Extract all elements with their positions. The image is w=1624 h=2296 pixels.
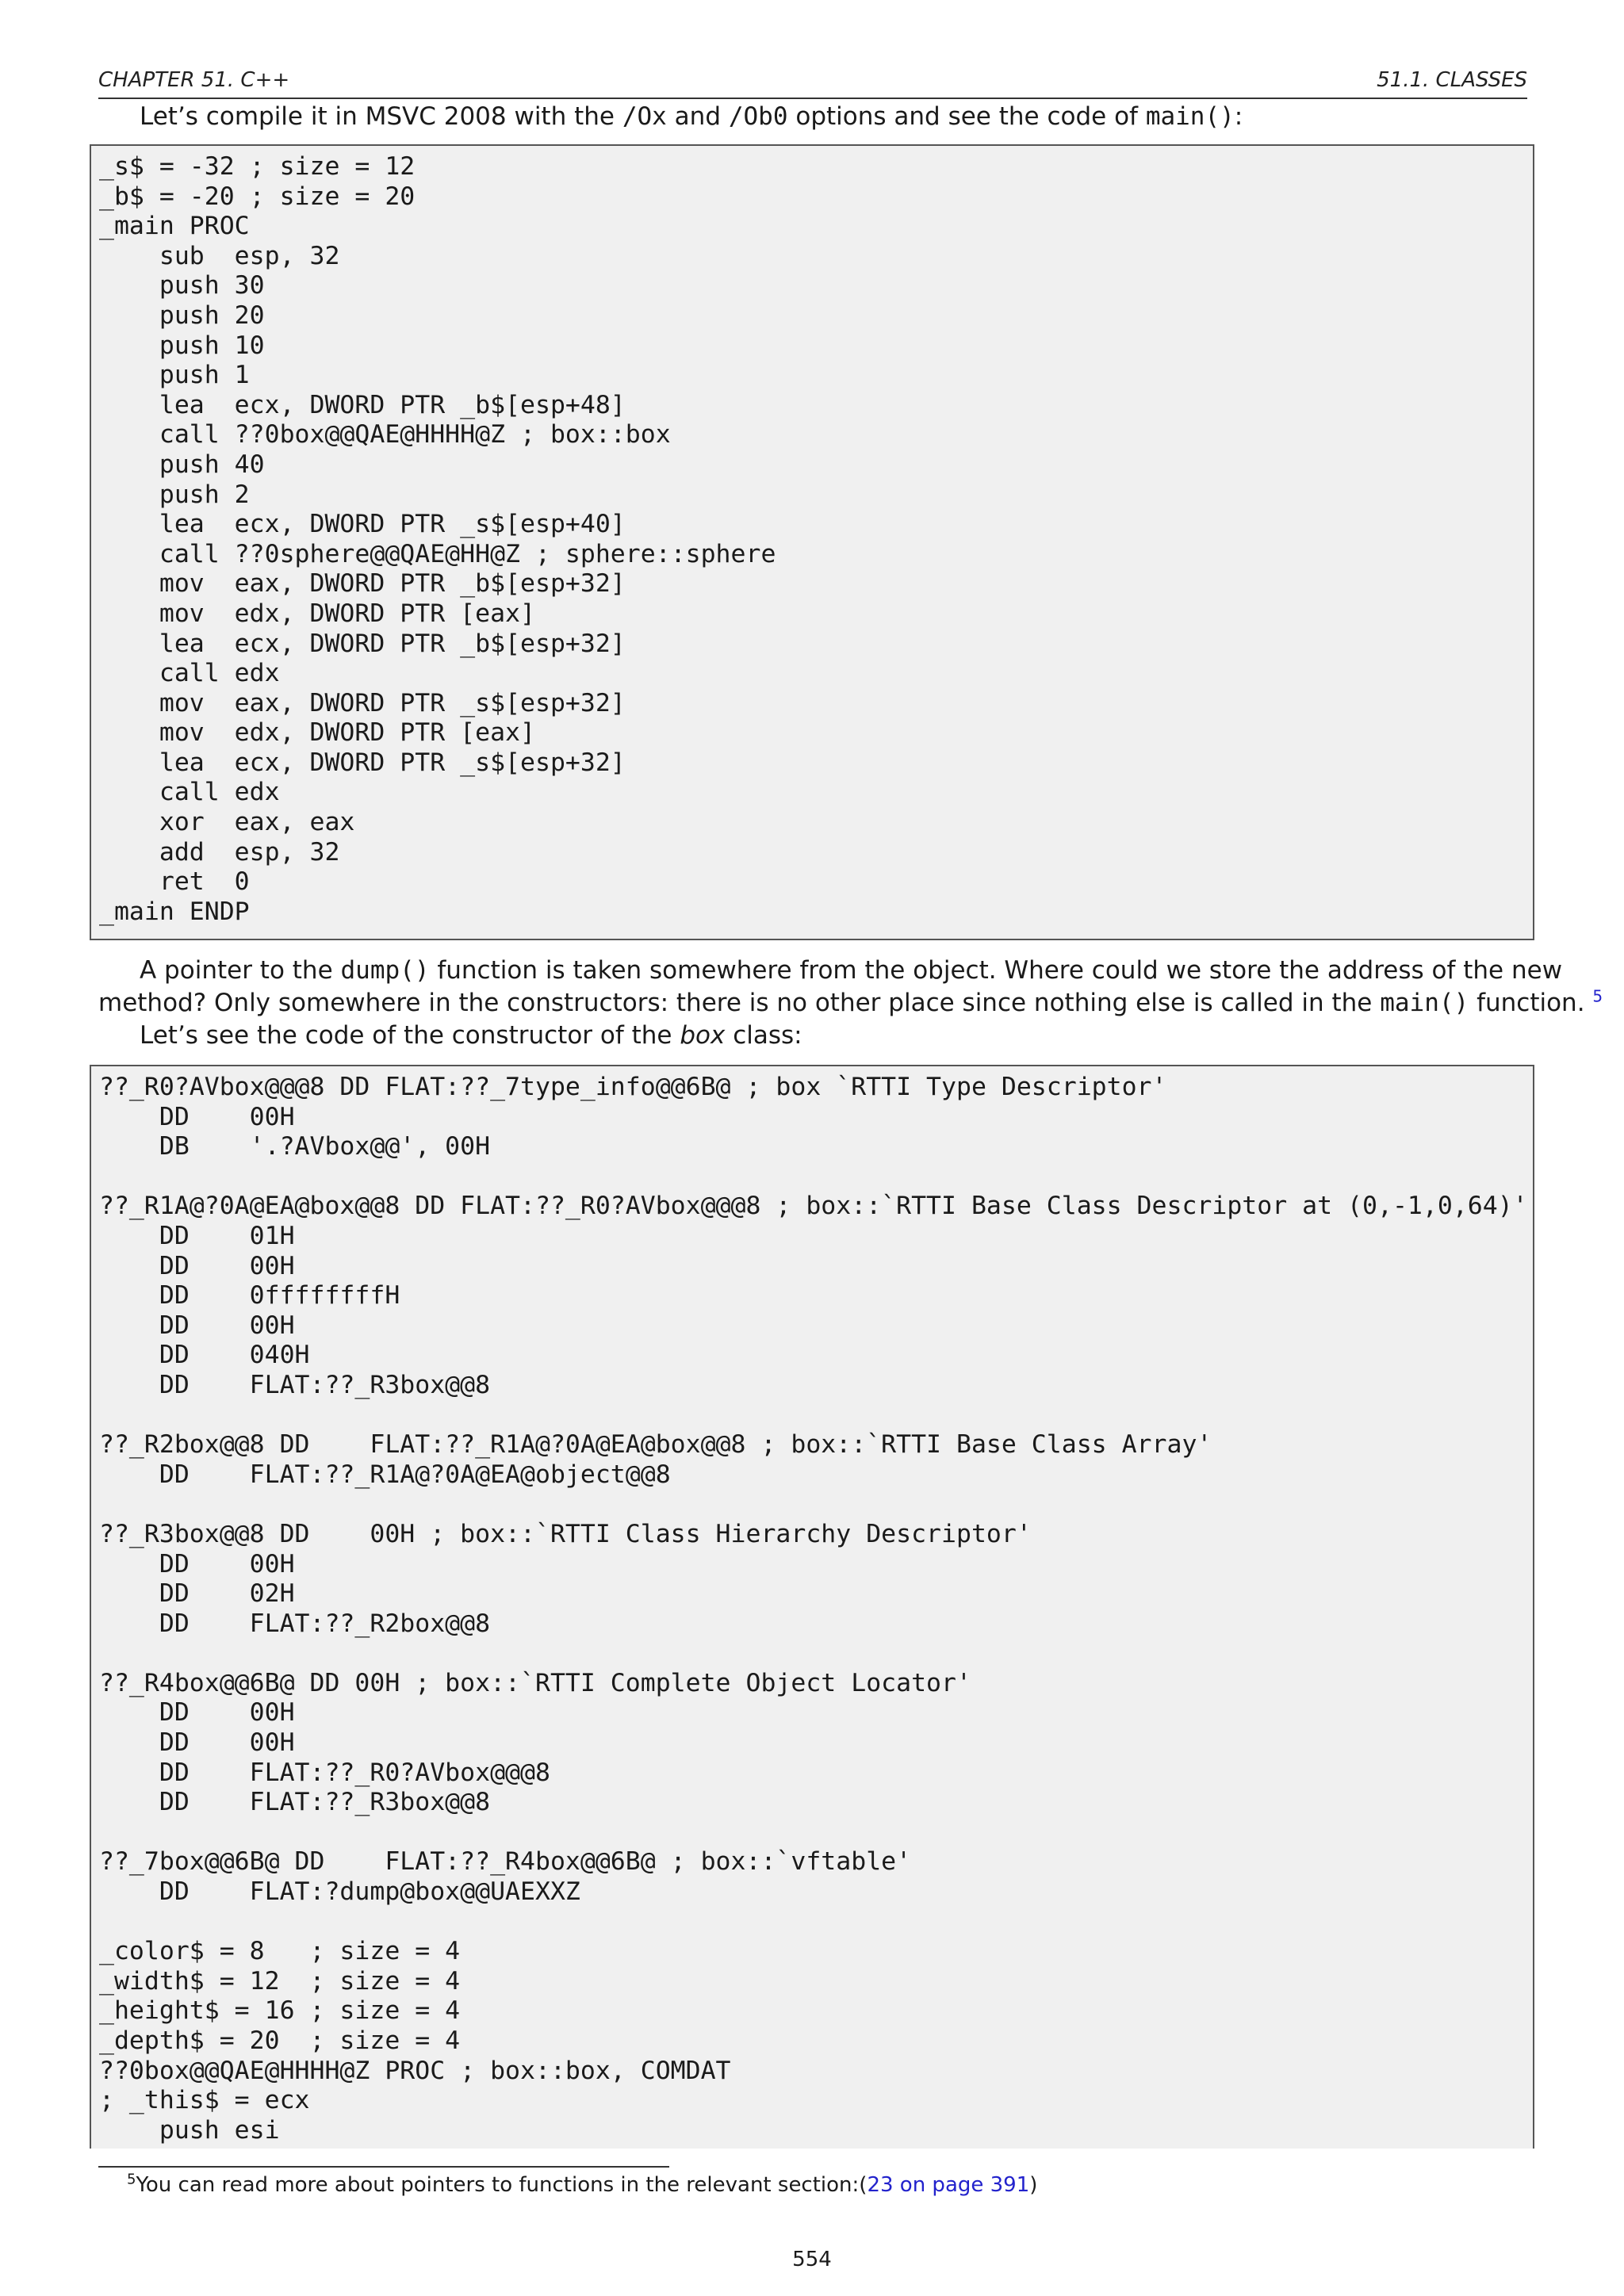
footnote-number: 5	[127, 2171, 136, 2188]
code-listing-constructor: ??_R0?AVbox@@@8 DD FLAT:??_7type_info@@6B@ ; box `RTTI Type Descriptor' DD 00H DB '.?AVbox@@', 00H ??_R1A@?0A@EA@box@@8 DD FLAT:??_R0?AVbox@@@8 ; box::`RTTI Base Class Descriptor at (0,-1,0,64)' DD 01H DD 00H DD 0ffffffffH DD 00H DD 040H DD FLAT:??_R3box@@8 ??_R2box@@8 DD FLAT:??_R1A@?0A@EA@box@@8 ; box::`RTTI Base Class Array' DD FLAT:??_R1A@?0A@EA@object@@8 ??_R3box@@8 DD 00H ; box::`RTTI Class Hierarchy Descriptor' DD 00H DD 02H DD FLAT:??_R2box@@8 ??_R4box@@6B@ DD 00H ; box::`RTTI Complete Object Locator' DD 00H DD 00H DD FLAT:??_R0?AVbox@@@8 DD FLAT:??_R3box@@8 ??_7box@@6B@ DD FLAT:??_R4box@@6B@ ; box::`vftable' DD FLAT:?dump@box@@UAEXXZ _color$ = 8 ; size = 4 _width$ = 12 ; size = 4 _height$ = 16 ; size = 4 _depth$ = 20 ; size = 4 ??0box@@QAE@HHHH@Z PROC ; box::box, COMDAT ; _this$ = ecx push esi	[99, 1073, 1528, 2145]
para-text: A pointer to the	[140, 956, 341, 985]
code-block-constructor	[90, 1065, 1534, 2149]
code-block-main	[90, 144, 1534, 940]
class-name-box: box	[680, 1021, 726, 1050]
function-name-main: main()	[1145, 102, 1235, 131]
intro-text-3: options and see the code of	[787, 102, 1146, 131]
intro-text-1: Let’s compile it in MSVC 2008 with the	[140, 102, 622, 131]
para-text: Let’s see the code of the constructor of the	[140, 1021, 680, 1050]
intro-paragraph	[98, 101, 1527, 133]
intro-text-2: and	[666, 102, 729, 131]
para-line-3	[98, 1020, 1527, 1052]
code-listing-main: _s$ = -32 ; size = 12 _b$ = -20 ; size = 20 _main PROC sub esp, 32 push 30 push 20 push 10 push 1 lea ecx, DWORD PTR _b$[esp+48] call ??0box@@QAE@HHHH@Z ; box::box push 40 push 2 lea ecx, DWORD PTR _s$[esp+40] call ??0sphere@@QAE@HH@Z ; sphere::sphere mov eax, DWORD PTR _b$[esp+32] mov edx, DWORD PTR [eax] lea ecx, DWORD PTR _b$[esp+32] call edx mov eax, DWORD PTR _s$[esp+32] mov edx, DWORD PTR [eax] lea ecx, DWORD PTR _s$[esp+32] call edx xor eax, eax add esp, 32 ret 0 _main ENDP	[99, 152, 776, 926]
footnote-text: You can read more about pointers to functions in the relevant section:(	[136, 2173, 868, 2197]
page-number: 554	[792, 2248, 832, 2271]
running-header-chapter: CHAPTER 51. C++	[98, 68, 290, 92]
pointer-paragraph	[98, 955, 1603, 1052]
footnote-cross-reference-link[interactable]: 23 on page 391	[867, 2173, 1030, 2197]
para-text: function is taken somewhere from the object. Where could we store the address of the new	[429, 956, 1563, 985]
para-text: class:	[725, 1021, 802, 1050]
para-text: method? Only somewhere in the constructors: there is no other place since nothing else is called in the	[98, 989, 1381, 1017]
option-ob0: /Ob0	[728, 102, 788, 131]
function-name-dump: dump()	[340, 956, 430, 985]
para-text: function.	[1469, 989, 1593, 1017]
footnote	[127, 2173, 1037, 2197]
footnote-rule	[98, 2166, 669, 2168]
function-name-main: main()	[1380, 989, 1469, 1017]
footnote-text-close: )	[1029, 2173, 1038, 2197]
para-line-2	[98, 986, 1603, 1020]
footnote-reference-link[interactable]: 5	[1592, 986, 1603, 1006]
option-ox: /Ox	[622, 102, 667, 131]
intro-line	[98, 101, 1527, 133]
intro-text-4: :	[1234, 102, 1243, 131]
running-header-section: 51.1. CLASSES	[1377, 68, 1527, 92]
header-rule	[98, 98, 1527, 99]
para-line-1	[98, 955, 1563, 987]
